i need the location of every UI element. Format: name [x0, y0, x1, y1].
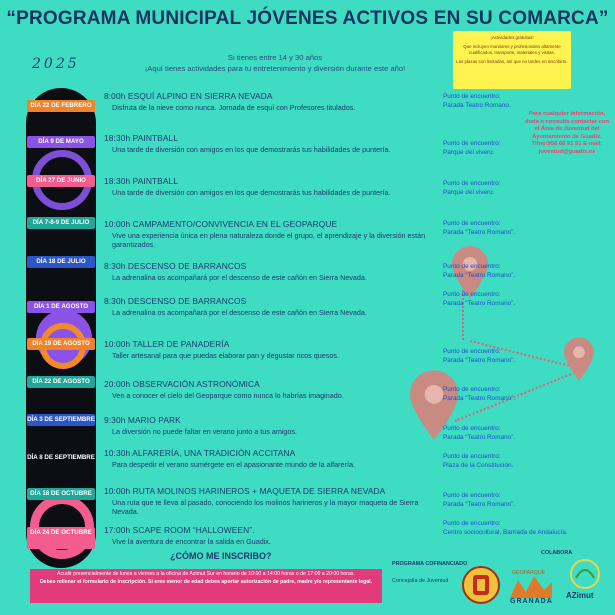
event-description: La adrenalina os acompañará por el descenso de este cañón en Sierra Nevada. [112, 273, 367, 282]
event-date-badge: DÍA 8 DE SEPTIEMBRE [27, 452, 95, 474]
event-date-badge: DÍA 27 DE JUNIO [27, 175, 95, 187]
event-description: Una tarde de diversión con amigos en los que demostrarás tus habilidades de puntería. [112, 145, 391, 154]
meeting-point-label: Punto de encuentro: [443, 180, 501, 187]
inscription-line-2: Debes rellenar el formulario de inscripción. Si eres menor de edad debes aportar autorización de padre, madre y/o representante legal. [39, 578, 373, 585]
meeting-point-label: Punto de encuentro: [443, 386, 501, 393]
event-description: Una ruta que te lleva al pasado, conociendo los molinos harineros y la mayor maqueta de Sierra Nevada. [112, 498, 419, 516]
event-date-badge: DÍA 18 DE JULIO [27, 256, 95, 268]
meeting-point-label: Punto de encuentro: [443, 140, 501, 147]
event-date-badge: DÍA 1 DE AGOSTO [27, 301, 95, 313]
event-description: Vive una experiencia única en plena naturaleza donde el grupo, el aprendizaje y la diversión están garantizados. [112, 231, 426, 249]
event-date-badge: DÍA 7-8-9 DE JULIO [27, 217, 95, 229]
geoparque-logo-icon [510, 574, 552, 598]
event-title: 10:00h RUTA MOLINOS HARINEROS + MAQUETA DE SIERRA NEVADA [104, 486, 386, 496]
event-title: 8:30h DESCENSO DE BARRANCOS [104, 261, 247, 271]
meeting-point [443, 452, 513, 470]
event-title: 10:00h CAMPAMENTO/CONVIVENCIA EN EL GEOPARQUE [104, 219, 338, 229]
meeting-point [443, 347, 515, 365]
meeting-point [443, 491, 515, 509]
event-title: 17:00h SCAPE ROOM “HALLOWEEN”. [104, 525, 255, 535]
map-pin-icon [564, 336, 594, 382]
event-date-badge: DÍA 22 DE AGOSTO [27, 376, 95, 388]
event-title: 8:30h DESCENSO DE BARRANCOS [104, 296, 247, 306]
concejalia-label: Concejalía de Juventud [392, 578, 449, 584]
meeting-point-place: Parada “Teatro Romano”. [443, 395, 516, 402]
event-description: La diversión no puede faltar en verano junto a tus amigos. [112, 427, 297, 436]
meeting-point-place: Parada “Teatro Romano”. [443, 272, 516, 279]
page-title: “PROGRAMA MUNICIPAL JÓVENES ACTIVOS EN SU COMARCA” [6, 8, 609, 29]
intro-line-1: Si tienes entre 14 y 30 años [227, 53, 323, 62]
info-box-p2: Que incluyen monitores y profesionales altamente cualificados, transporte, materiales y visitas. [463, 44, 561, 55]
meeting-point-place: Centro sociocultural, Barriada de Andalucía. [443, 529, 568, 536]
event-title: 18:30h PAINTBALL [104, 176, 179, 186]
intro-line-2: ¡Aquí tienes actividades para tu entretenimiento y diversión durante este año! [144, 64, 406, 73]
event-date-badge: DÍA 18 DE OCTUBRE [27, 488, 95, 500]
geoparque-label: GEOPARQUE [512, 570, 546, 576]
meeting-point-label: Punto de encuentro: [443, 348, 501, 355]
granada-label: GRANADA [510, 598, 553, 605]
meeting-point [443, 179, 501, 197]
meeting-point-label: Punto de encuentro: [443, 492, 501, 499]
event-description: Disfruta de la nieve como nunca. Jornada de esquí con Profesores titulados. [112, 103, 356, 112]
meeting-point-place: Parada “Teatro Romano”. [443, 501, 516, 508]
meeting-point [443, 385, 515, 403]
event-title: 20:00h OBSERVACIÓN ASTRONÓMICA [104, 379, 260, 389]
contact-info: Para cualquier información, duda o consulta contactar con el Área de Juventud del Ayuntamiento de Guadix. Tlfno:958 66 91 51 E-mail: juventud@guadix.es [524, 111, 610, 155]
meeting-point-place: Plaza de la Constitución. [443, 462, 514, 469]
meeting-point-place: Parque del vivero. [443, 149, 495, 156]
meeting-point-label: Punto de encuentro: [443, 453, 501, 460]
event-description: Taller artesanal para que puedas elaborar pan y degustar ricos quesos. [112, 351, 339, 360]
event-date-badge: DÍA 22 DE FEBRERO [27, 100, 95, 112]
year-label: 2025 [32, 56, 80, 72]
meeting-point-place: Parada “Teatro Romano”. [443, 229, 516, 236]
event-date-badge: DÍA 3 DE SEPTIEMBRE [27, 414, 95, 426]
meeting-point-place: Parada Teatro Romano. [443, 102, 511, 109]
colabora-label: COLABORA [541, 550, 573, 556]
inscription-line-1: Acudir presencialmente de lunes a viernes a la oficina de Azimut Sur en horario de 10:00 a 14:00 horas o de 17:00 a 20:00 horas. [57, 571, 355, 577]
event-title: 8:00h ESQUÍ ALPINO EN SIERRA NEVADA [104, 91, 273, 101]
meeting-point [443, 92, 511, 110]
cofinanciado-label: PROGRAMA COFINANCIADO [392, 561, 468, 567]
event-description: Vive la aventura de encontrar la salida en Guadix. [112, 537, 271, 546]
azimut-label: AZimut [566, 591, 594, 600]
event-description: Para despedir el verano sumérgete en el apasionante mundo de la alfarería. [112, 460, 355, 469]
meeting-point [443, 219, 515, 237]
meeting-point [443, 519, 568, 537]
event-title: 10:00h TALLER DE PANADERÍA [104, 339, 230, 349]
meeting-point-place: Parada “Teatro Romano”. [443, 357, 516, 364]
event-date-badge: DÍA 19 DE AGOSTO [27, 338, 95, 350]
meeting-point-place: Parada “Teatro Romano”. [443, 300, 516, 307]
meeting-point-label: Punto de encuentro: [443, 93, 501, 100]
event-title: 18:30h PAINTBALL [104, 133, 179, 143]
meeting-point-label: Punto de encuentro: [443, 220, 501, 227]
meeting-point [443, 139, 501, 157]
meeting-point-label: Punto de encuentro: [443, 263, 501, 270]
azimut-logo-icon [568, 558, 602, 590]
meeting-point [443, 262, 515, 280]
intro-text [100, 52, 450, 74]
inscription-heading: ¿CÓMO ME INSCRIBO? [170, 551, 272, 561]
meeting-point [443, 290, 515, 308]
event-title: 10:30h ALFARERÍA, UNA TRADICIÓN ACCITANA [104, 448, 296, 458]
event-description: La adrenalina os acompañará por el descenso de este cañón en Sierra Nevada. [112, 308, 367, 317]
city-crest-icon [462, 565, 500, 605]
event-description: Ven a conocer el cielo del Geoparque como nunca lo habrías imaginado. [112, 391, 344, 400]
event-title: 9:30h MARIO PARK [104, 415, 181, 425]
meeting-point-label: Punto de encuentro: [443, 425, 501, 432]
meeting-point-label: Punto de encuentro: [443, 520, 501, 527]
event-date-badge: DÍA 9 DE MAYO [27, 136, 95, 148]
event-date-badge: DÍA 24 DE OCTUBRE [27, 527, 95, 549]
meeting-point-place: Parque del vivero. [443, 189, 495, 196]
event-description: Una tarde de diversión con amigos en los que demostrarás tus habilidades de puntería. [112, 188, 391, 197]
info-box [453, 31, 571, 89]
meeting-point-place: Parada “Teatro Romano”. [443, 434, 516, 441]
inscription-box [30, 569, 382, 603]
info-box-p1: ¡Actividades gratuitas! [490, 35, 534, 40]
meeting-point [443, 424, 515, 442]
info-box-p3: Las plazas son limitadas, así que no tardes en inscribirte. [456, 59, 568, 64]
meeting-point-label: Punto de encuentro: [443, 291, 501, 298]
